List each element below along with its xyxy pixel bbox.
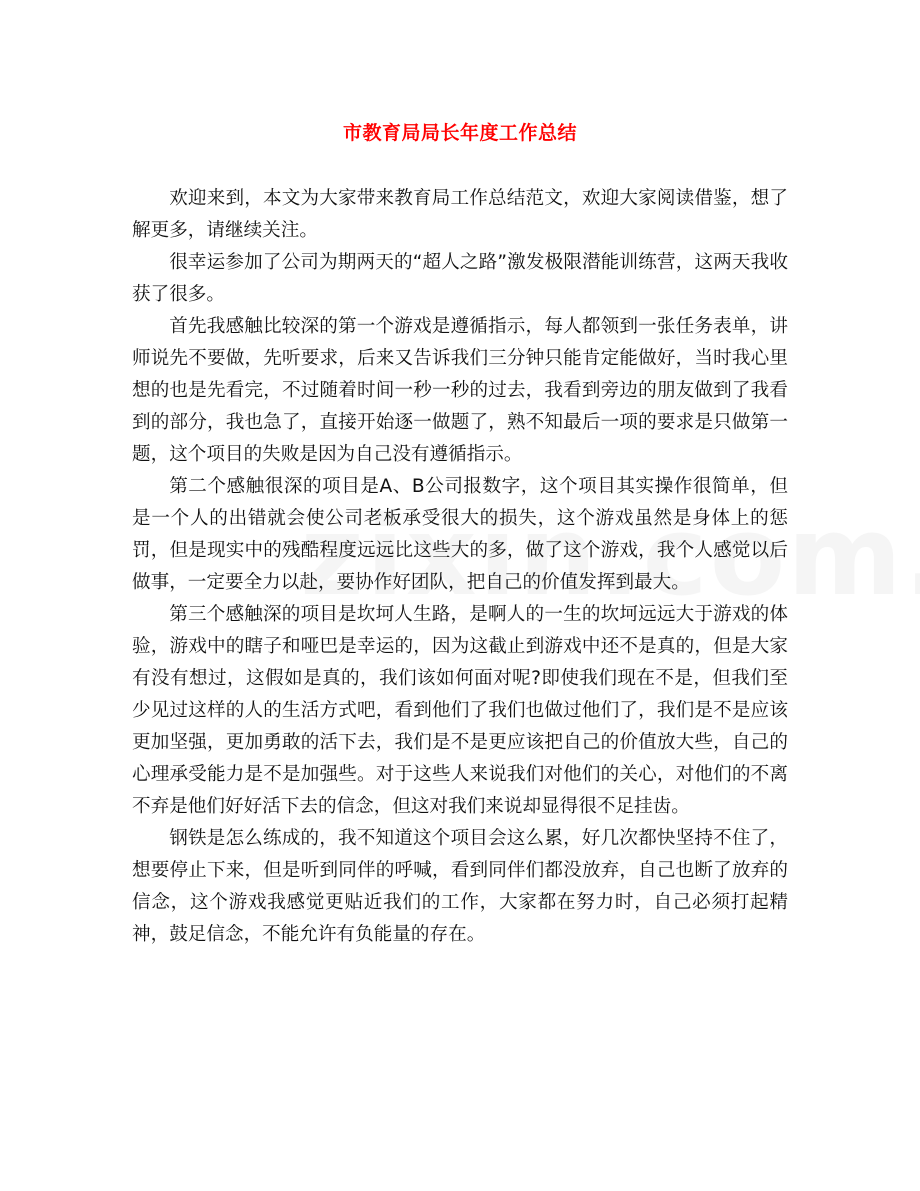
paragraph-second-game: 第二个感触很深的项目是A、B公司报数字，这个项目其实操作很简单，但是一个人的出错就会使公司老板承受很大的损失，这个游戏虽然是身体上的惩罚，但是现实中的残酷程度远远比这些大的多，做了这个游戏，我个人感觉以后做事，一定要全力以赴，要协作好团队，把自己的价值发挥到最大。 xyxy=(132,476,788,593)
paragraph-steel: 钢铁是怎么练成的，我不知道这个项目会这么累，好几次都快坚持不住了，想要停止下来，但是听到同伴的呼喊，看到同伴们都没放弃，自己也断了放弃的信念，这个游戏我感觉更贴近我们的工作，大家都在努力时，自己必须打起精神，鼓足信念，不能允许有负能量的存在。 xyxy=(132,828,788,945)
paragraph-first-game: 首先我感触比较深的第一个游戏是遵循指示，每人都领到一张任务表单，讲师说先不要做，先听要求，后来又告诉我们三分钟只能肯定能做好，当时我心里想的也是先看完，不过随着时间一秒一秒的过去，我看到旁边的朋友做到了我看到的部分，我也急了，直接开始逐一做题了，熟不知最后一项的要求是只做第一题，这个项目的失败是因为自己没有遵循指示。 xyxy=(132,316,788,465)
paragraph-intro: 欢迎来到，本文为大家带来教育局工作总结范文，欢迎大家阅读借鉴，想了解更多，请继续关注。 xyxy=(132,188,788,241)
paragraph-camp: 很幸运参加了公司为期两天的“超人之路”激发极限潜能训练营，这两天我收获了很多。 xyxy=(132,252,788,305)
paragraph-third-game: 第三个感触深的项目是坎坷人生路，是啊人的一生的坎坷远远大于游戏的体验，游戏中的瞎子和哑巴是幸运的，因为这截止到游戏中还不是真的，但是大家有没有想过，这假如是真的，我们该如何面对呢?即使我们现在不是，但我们至少见过这样的人的生活方式吧，看到他们了我们也做过他们了，我们是不是应该更加坚强，更加勇敢的活下去，我们是不是更应该把自己的价值放大些，自己的心理承受能力是不是加强些。对于这些人来说我们对他们的关心，对他们的不离不弃是他们好好活下去的信念，但这对我们来说却显得很不足挂齿。 xyxy=(132,604,788,817)
document-body xyxy=(132,183,788,951)
document-title: 市教育局局长年度工作总结 xyxy=(342,122,577,144)
